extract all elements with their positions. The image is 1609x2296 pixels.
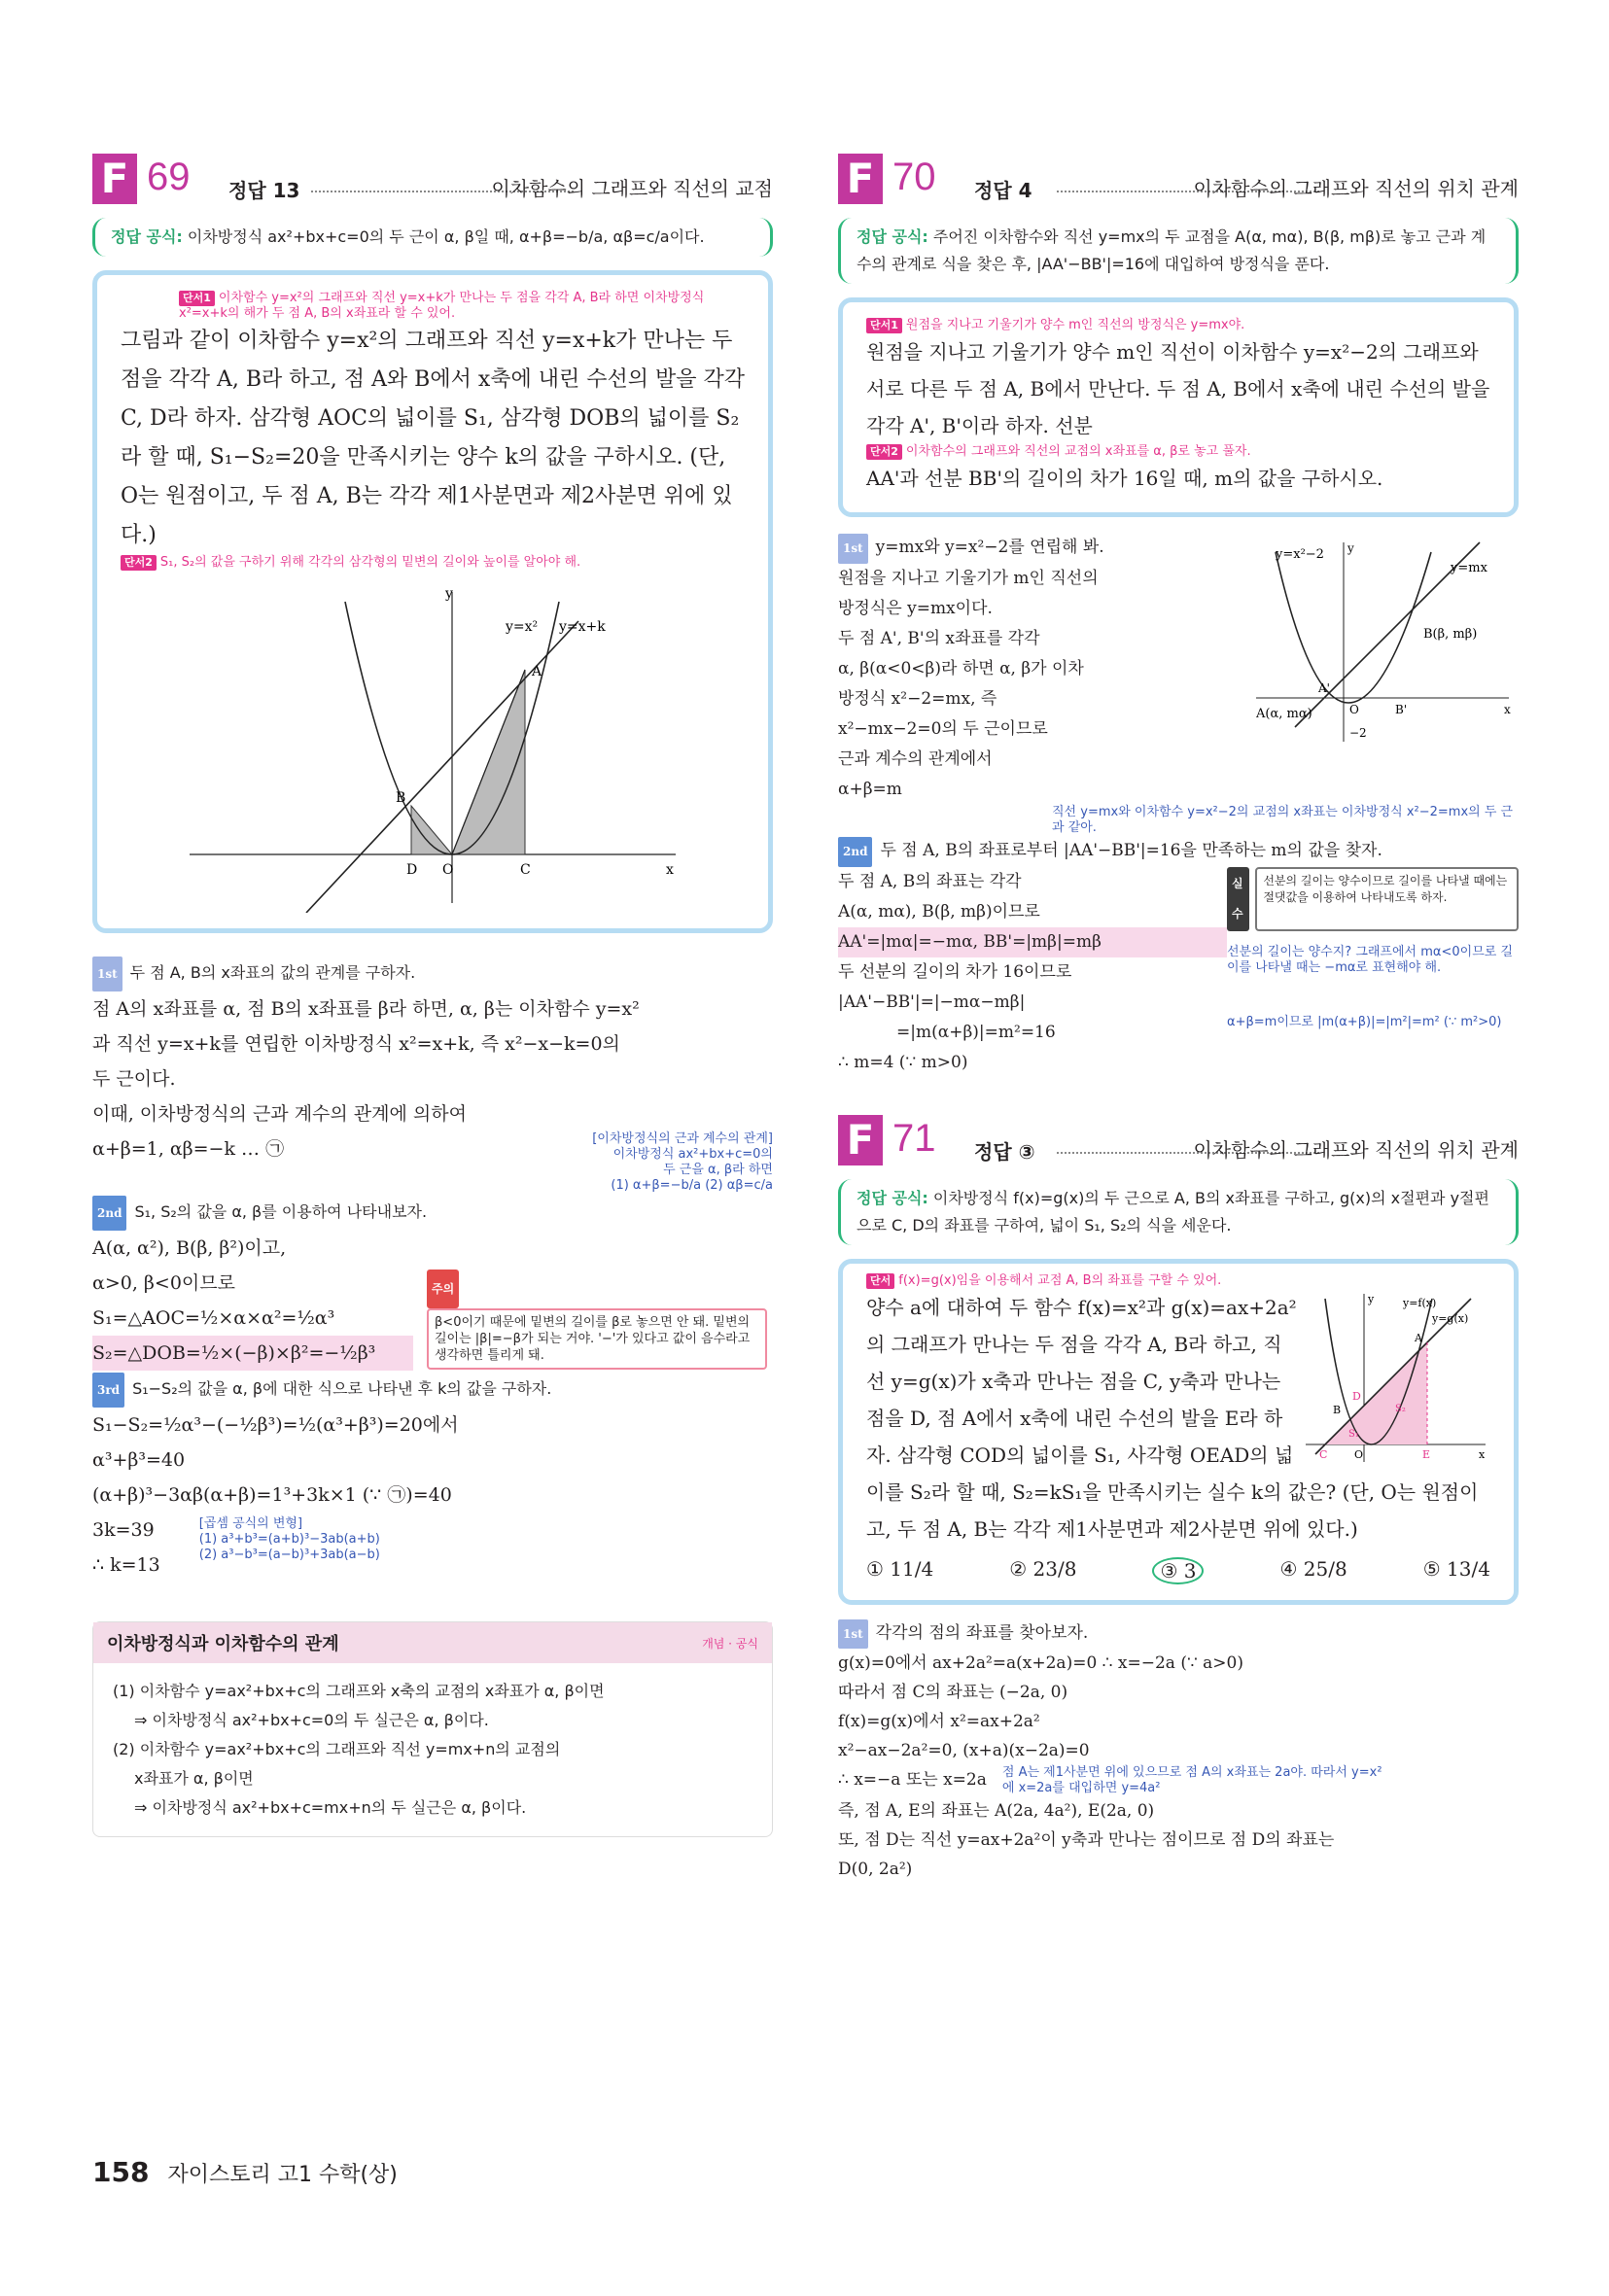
formula-text: 이차방정식 f(x)=g(x)의 두 근으로 A, B의 x좌표를 구하고, g(x)의 x절편과 y절편으로 C, D의 좌표를 구하여, 넓이 S₁, S₂의 식을 세운다. xyxy=(857,1189,1489,1235)
mistake-tag: 실수 xyxy=(1227,867,1249,931)
step2-line: S₁=△AOC=½×α×α²=½α³ xyxy=(92,1307,335,1329)
side-title: [이차방정식의 근과 계수의 관계] xyxy=(592,1131,773,1146)
step-tag: 1st xyxy=(838,534,868,564)
choice-3[interactable]: ③ 3 xyxy=(1152,1557,1204,1584)
formula-label: 정답 공식: xyxy=(857,227,928,246)
hint-tag: 단서1 xyxy=(866,318,902,333)
answer: 정답 13 xyxy=(228,179,300,202)
step-2 xyxy=(92,1194,773,1231)
answer: 정답 ③ xyxy=(974,1140,1035,1164)
question-box xyxy=(838,1259,1519,1605)
step3-line: ∴ k=13 xyxy=(92,1554,160,1576)
point-D: D xyxy=(406,862,418,878)
problem-header xyxy=(838,146,1519,208)
step2-line: A(α, mα), B(β, mβ)이므로 xyxy=(838,902,1040,922)
point-B: B(β, mβ) xyxy=(1423,627,1478,642)
hint-tag: 단서2 xyxy=(866,444,902,460)
step1-line: x²−ax−2a²=0, (x+a)(x−2a)=0 xyxy=(838,1741,1090,1760)
choice-5[interactable]: ⑤ 13/4 xyxy=(1422,1557,1490,1581)
step1-line: α, β(α<0<β)라 하면 α, β가 이차 xyxy=(838,659,1084,678)
point-A: A xyxy=(532,664,542,679)
problem-header xyxy=(92,146,773,208)
parabola xyxy=(1276,552,1431,703)
step1-line: 방정식은 y=mx이다. xyxy=(838,599,993,618)
side-title: [곱셈 공식의 변형] xyxy=(198,1516,303,1531)
step-3 xyxy=(92,1371,773,1408)
topic: 이차함수의 그래프와 직선의 위치 관계 xyxy=(1193,177,1519,200)
origin: O xyxy=(1349,703,1359,716)
formula-label: 정답 공식: xyxy=(111,227,183,246)
problem-number: 71 xyxy=(892,1117,936,1160)
problem-header xyxy=(838,1107,1519,1169)
step1-line: 또, 점 D는 직선 y=ax+2a²이 y축과 만나는 점이므로 점 D의 좌표는 xyxy=(838,1830,1335,1850)
step3-line: α³+β³=40 xyxy=(92,1449,186,1471)
problem-number: 69 xyxy=(147,156,191,198)
step2-line: 두 선분의 길이의 차가 16이므로 xyxy=(838,962,1072,982)
question-box xyxy=(838,297,1519,517)
step-tag: 1st xyxy=(838,1619,868,1649)
step1-line: 근과 계수의 관계에서 xyxy=(838,749,993,769)
step1-line: f(x)=g(x)에서 x²=ax+2a² xyxy=(838,1712,1040,1731)
step3-line: (α+β)³−3αβ(α+β)=1³+3k×1 (∵ ㉠)=40 xyxy=(92,1484,452,1506)
step1-line: g(x)=0에서 ax+2a²=a(x+2a)=0 ∴ x=−2a (∵ a>0) xyxy=(838,1653,1243,1673)
point-B-prime: B' xyxy=(1395,703,1408,716)
triangle-DOB xyxy=(411,806,452,854)
formula-text: 이차방정식 ax²+bx+c=0의 두 근이 α, β일 때, α+β=−b/a, αβ=c/a이다. xyxy=(187,227,705,246)
side-note-1: 점 A는 제1사분면 위에 있으므로 점 A의 x좌표는 2a야. 따라서 y=x²에 x=2a를 대입하면 y=4a² xyxy=(1001,1765,1382,1795)
step1-line: 이때, 이차방정식의 근과 계수의 관계에 의하여 xyxy=(92,1103,467,1125)
step-2 xyxy=(838,836,1519,867)
point-C: C xyxy=(520,862,531,878)
step2-line: ∴ m=4 (∵ m>0) xyxy=(838,1053,968,1072)
point-E: E xyxy=(1422,1448,1431,1461)
side-line: (2) a³−b³=(a−b)³+3ab(a−b) xyxy=(198,1548,380,1562)
formula-box xyxy=(838,1179,1519,1245)
origin: O xyxy=(1354,1448,1364,1461)
label-S2: S₂ xyxy=(1395,1404,1406,1414)
hint-2 xyxy=(866,444,1490,460)
concept-box xyxy=(92,1621,773,1837)
y-label: y xyxy=(1347,541,1354,555)
step-tag: 3rd xyxy=(92,1373,124,1408)
page-footer xyxy=(92,2156,398,2188)
concept-line: ⇒ 이차방정식 ax²+bx+c=mx+n의 두 실근은 α, β이다. xyxy=(134,1798,527,1817)
x-label: x xyxy=(666,862,674,878)
side-line: (1) α+β=−b/a (2) αβ=c/a xyxy=(611,1178,773,1193)
hint-text: f(x)=g(x)임을 이용해서 교점 A, B의 좌표를 구할 수 있어. xyxy=(898,1273,1222,1288)
y-intercept: −2 xyxy=(1349,726,1367,740)
side-note-3 xyxy=(199,1516,380,1583)
hint-tag: 단서1 xyxy=(179,291,215,306)
step1-line: x²−mx−2=0의 두 근이므로 xyxy=(838,719,1048,739)
topic: 이차함수의 그래프와 직선의 위치 관계 xyxy=(1193,1138,1519,1162)
label-S1: S₁ xyxy=(1348,1429,1359,1440)
curve-label: y=x²−2 xyxy=(1276,547,1324,562)
hint-text: 이차함수 y=x²의 그래프와 직선 y=x+k가 만나는 두 점을 각각 A, B라 하면 이차방정식 x²=x+k의 해가 두 점 A, B의 x좌표라 할 수 있어. xyxy=(179,291,705,321)
step-1 xyxy=(838,1618,1519,1649)
curve-label: y=x² xyxy=(506,619,539,635)
y-label: y xyxy=(445,586,453,602)
step3-line: 3k=39 xyxy=(92,1519,155,1541)
step1-line: 따라서 점 C의 좌표는 (−2a, 0) xyxy=(838,1683,1068,1702)
step1-line: 방정식 x²−2=mx, 즉 xyxy=(838,689,997,709)
question-text: 그림과 같이 이차함수 y=x²의 그래프와 직선 y=x+k가 만나는 두 점을 각각 A, B라 하고, 점 A와 B에서 x축에 내린 수선의 발을 각각 C, D라 하자. 삼각형 AOC의 넓이를 S₁, 삼각형 DOB의 넓이를 S₂라 할 때, S₁−S₂=20을 만족시키는 양수 k의 값을 구하시오. (단, O는 원점이고, 두 점 A, B는 각각 제1사분면과 제2사분면 위에 있다.) xyxy=(121,329,745,547)
f-label: y=f(x) xyxy=(1403,1297,1437,1309)
graph-70 xyxy=(1256,533,1519,747)
hint-1 xyxy=(866,318,1490,333)
step-title: 각각의 점의 좌표를 찾아보자. xyxy=(875,1623,1089,1643)
side-note-1 xyxy=(592,1131,773,1194)
concept-line: (1) 이차함수 y=ax²+bx+c의 그래프와 x축의 교점의 x좌표가 α, β이면 xyxy=(113,1682,605,1700)
step1-line: 두 근이다. xyxy=(92,1068,176,1090)
choice-4[interactable]: ④ 25/8 xyxy=(1279,1557,1347,1581)
step2-line: |AA'−BB'|=|−mα−mβ| xyxy=(838,992,1026,1012)
point-O: O xyxy=(442,862,454,878)
step1-line: D(0, 2a²) xyxy=(838,1860,913,1879)
question-text: 원점을 지나고 기울기가 양수 m인 직선이 이차함수 y=x²−2의 그래프와 서로 다른 두 점 A, B에서 만난다. 두 점 A, B에서 x축에 내린 수선의 발을 각각 A', B'이라 하자. 선분 xyxy=(866,340,1490,437)
left-column xyxy=(92,146,773,1837)
step2-line: A(α, α²), B(β, β²)이고, xyxy=(92,1237,287,1259)
answer: 정답 4 xyxy=(974,179,1032,202)
g-label: y=g(x) xyxy=(1432,1312,1469,1325)
mistake-text: 선분의 길이는 양수이므로 길이를 나타낼 때에는 절댓값을 이용하여 나타내도록 하자. xyxy=(1255,867,1519,931)
step1-line: ∴ x=−a 또는 x=2a xyxy=(838,1770,987,1790)
step-1 xyxy=(92,955,773,991)
step1-line: 두 점 A', B'의 x좌표를 각각 xyxy=(838,629,1040,648)
solution-70 xyxy=(838,533,1519,1078)
x-label: x xyxy=(1479,1448,1486,1461)
step2-line: S₂=△DOB=½×(−β)×β²=−½β³ xyxy=(92,1336,413,1371)
step2-line: α>0, β<0이므로 xyxy=(92,1272,235,1294)
step-tag: 1st xyxy=(92,957,122,991)
step-1 xyxy=(838,533,1256,564)
step-tag: 2nd xyxy=(838,837,872,867)
line-label: y=x+k xyxy=(559,619,606,635)
hint-1 xyxy=(866,1273,1490,1289)
hint-tag: 단서2 xyxy=(121,555,157,571)
step3-line: S₁−S₂=½α³−(−½β³)=½(α³+β³)=20에서 xyxy=(92,1414,459,1436)
step1-line: 과 직선 y=x+k를 연립한 이차방정식 x²=x+k, 즉 x²−x−k=0의 xyxy=(92,1033,620,1055)
step-title: y=mx와 y=x²−2를 연립해 봐. xyxy=(875,538,1104,557)
side-note-2: 선분의 길이는 양수지? 그래프에서 mα<0이므로 길이를 나타낼 때는 −mα로 표현해야 해. xyxy=(1227,945,1514,975)
concept-line: ⇒ 이차방정식 ax²+bx+c=0의 두 실근은 α, β이다. xyxy=(134,1711,489,1729)
y-label: y xyxy=(1368,1293,1375,1305)
step-tag: 2nd xyxy=(92,1196,126,1231)
book-title: 자이스토리 고1 수학(상) xyxy=(167,2163,398,2187)
side-note-3: α+β=m이므로 |m(α+β)|=|m²|=m² (∵ m²>0) xyxy=(1227,1015,1502,1029)
concept-title: 이차방정식과 이차함수의 관계 xyxy=(107,1634,339,1654)
solution-71 xyxy=(838,1618,1519,1884)
concept-badge: 개념 · 공식 xyxy=(702,1636,758,1651)
question-box xyxy=(92,270,773,933)
side-note-1: 직선 y=mx와 이차함수 y=x²−2의 교점의 x좌표는 이차방정식 x²−2=mx의 두 근과 같아. xyxy=(1052,805,1514,835)
step1-line: α+β=m xyxy=(838,780,902,799)
point-A: A xyxy=(1415,1332,1422,1344)
solution-69 xyxy=(92,955,773,1583)
problem-letter: F xyxy=(92,154,137,204)
formula-label: 정답 공식: xyxy=(857,1189,928,1207)
hint-1 xyxy=(121,291,745,322)
point-C: C xyxy=(1319,1448,1328,1461)
point-A: A(α, mα) xyxy=(1256,707,1312,721)
concept-line: x좌표가 α, β이면 xyxy=(134,1769,254,1788)
point-B: B xyxy=(1333,1404,1342,1416)
side-line: 이차방정식 ax²+bx+c=0의 xyxy=(612,1147,773,1162)
hint-text: 이차함수의 그래프와 직선의 교점의 x좌표를 α, β로 놓고 풀자. xyxy=(905,444,1251,459)
question-text: 양수 a에 대하여 두 함수 f(x)=x²과 g(x)=ax+2a²의 그래프가 만나는 두 점을 각각 A, B라 하고, 직선 y=g(x)가 x축과 만나는 점을 C, y축과 만나는 점을 D, 점 A에서 x축에 내린 수선의 발을 E라 하자. 삼각형 COD의 넓이를 S₁, 사각형 OEAD의 넓이를 S₂라 할 때, S₂=kS₁을 만족시키는 실수 k의 값은? (단, O는 원점이고, 두 점 A, B는 각각 제1사분면과 제2사분면 위에 있다.) xyxy=(866,1296,1479,1541)
step2-line: AA'=|mα|=−mα, BB'=|mβ|=mβ xyxy=(838,927,1227,957)
step1-line: α+β=1, αβ=−k … ㉠ xyxy=(92,1138,285,1160)
problem-letter: F xyxy=(838,1115,883,1165)
hint-tag: 단서 xyxy=(866,1273,894,1289)
question-text: AA'과 선분 BB'의 길이의 차가 16일 때, m의 값을 구하시오. xyxy=(866,467,1383,490)
formula-text: 주어진 이차함수와 직선 y=mx의 두 교점을 A(α, mα), B(β, mβ)로 놓고 근과 계수의 관계로 식을 찾은 후, |AA'−BB'|=16에 대입하여 방정식을 푼다. xyxy=(857,227,1487,273)
step-title: 두 점 A, B의 x좌표의 값의 관계를 구하자. xyxy=(129,963,416,982)
choices xyxy=(866,1557,1490,1584)
step-title: S₁−S₂의 값을 α, β에 대한 식으로 나타낸 후 k의 값을 구하자. xyxy=(132,1379,552,1398)
formula-box xyxy=(838,218,1519,284)
warn-tag: 주의 xyxy=(427,1270,459,1308)
right-column xyxy=(838,146,1519,1884)
page-number: 158 xyxy=(92,2156,150,2188)
concept-header xyxy=(93,1622,772,1663)
side-line: (1) a³+b³=(a+b)³−3ab(a+b) xyxy=(198,1532,380,1547)
hint-2 xyxy=(121,555,745,571)
point-A-prime: A' xyxy=(1318,681,1330,695)
concept-line: (2) 이차함수 y=ax²+bx+c의 그래프와 직선 y=mx+n의 교점의 xyxy=(113,1740,561,1758)
region-S2 xyxy=(1364,1342,1427,1444)
step2-line: 두 점 A, B의 좌표는 각각 xyxy=(838,872,1022,891)
step-title: S₁, S₂의 값을 α, β를 이용하여 나타내보자. xyxy=(134,1202,428,1221)
mistake-note xyxy=(1227,867,1519,931)
step2-line: =|m(α+β)|=m²=16 xyxy=(896,1023,1056,1042)
point-B: B xyxy=(396,790,406,806)
step1-line: 즉, 점 A, E의 좌표는 A(2a, 4a²), E(2a, 0) xyxy=(838,1801,1155,1821)
step1-line: 원점을 지나고 기울기가 m인 직선의 xyxy=(838,569,1099,588)
topic: 이차함수의 그래프와 직선의 교점 xyxy=(491,177,773,200)
line-label: y=mx xyxy=(1451,561,1487,575)
concept-body xyxy=(93,1663,772,1836)
problem-number: 70 xyxy=(892,156,936,198)
warn-note: β<0이기 때문에 밑변의 길이를 β로 놓으면 안 돼. 밑변의 길이는 |β|=−β가 되는 거야. '−'가 있다고 값이 음수라고 생각하면 틀리게 돼. xyxy=(427,1308,767,1370)
formula-box xyxy=(92,218,773,257)
choice-1[interactable]: ① 11/4 xyxy=(866,1557,934,1581)
graph-71 xyxy=(1306,1289,1490,1464)
step1-line: 점 A의 x좌표를 α, 점 B의 x좌표를 β라 하면, α, β는 이차함수 y=x² xyxy=(92,998,640,1020)
graph-69 xyxy=(170,582,695,913)
x-label: x xyxy=(1504,703,1511,716)
problem-letter: F xyxy=(838,154,883,204)
side-line: 두 근을 α, β라 하면 xyxy=(663,1163,773,1177)
step-title: 두 점 A, B의 좌표로부터 |AA'−BB'|=16을 만족하는 m의 값을 찾자. xyxy=(880,841,1382,860)
point-D: D xyxy=(1352,1390,1361,1403)
hint-text: 원점을 지나고 기울기가 양수 m인 직선의 방정식은 y=mx야. xyxy=(905,318,1245,332)
hint-text: S₁, S₂의 값을 구하기 위해 각각의 삼각형의 밑변의 길이와 높이를 알아야 해. xyxy=(159,555,581,570)
choice-2[interactable]: ② 23/8 xyxy=(1009,1557,1077,1581)
